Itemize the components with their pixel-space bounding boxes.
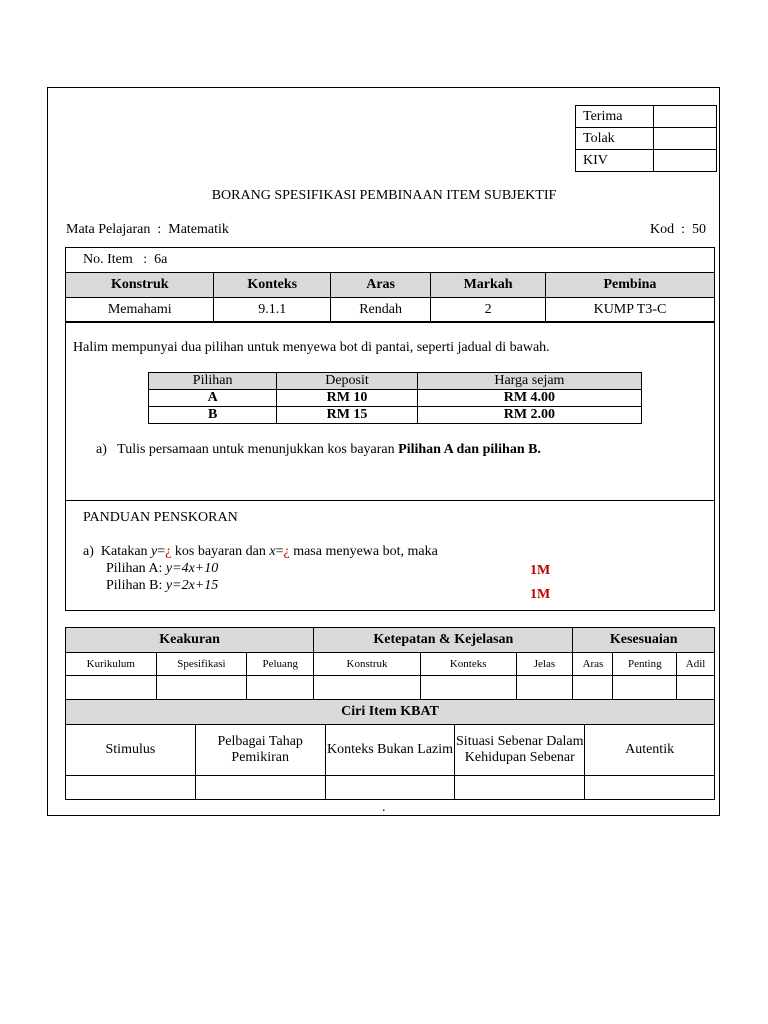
part-a-bold: Pilihan A dan pilihan B.	[398, 442, 541, 457]
rental-cell: RM 2.00	[417, 407, 641, 424]
subject-value: Matematik	[168, 222, 229, 237]
eval-group-row	[66, 628, 715, 653]
kbat-criteria-row	[66, 725, 715, 776]
code-value: 50	[692, 222, 706, 237]
scoring-line-2	[106, 560, 218, 577]
status-row	[576, 150, 717, 172]
info-header: Pembina	[545, 273, 714, 298]
footer-dot: .	[382, 800, 386, 815]
eval-sub: Adil	[677, 653, 715, 676]
info-value: Rendah	[330, 298, 430, 323]
rental-cell: B	[149, 407, 277, 424]
info-header: Konteks	[214, 273, 330, 298]
question-part-a	[96, 442, 541, 458]
rental-header: Deposit	[277, 373, 418, 390]
status-checkbox[interactable]	[654, 150, 717, 172]
rental-cell: RM 15	[277, 407, 418, 424]
item-label: No. Item	[83, 252, 133, 267]
eval-group: Ketepatan & Kejelasan	[314, 628, 573, 653]
eval-entry-cell[interactable]	[156, 676, 247, 701]
eval-sub: Spesifikasi	[156, 653, 247, 676]
scoring-title: PANDUAN PENSKORAN	[83, 510, 238, 525]
variable-x: x	[269, 544, 276, 559]
form-title: BORANG SPESIFIKASI PEMBINAAN ITEM SUBJEKTIF	[211, 188, 557, 203]
info-value: KUMP T3-C	[545, 298, 714, 323]
item-number	[83, 252, 167, 268]
scoring-text: Katakan	[100, 544, 152, 559]
code-line	[600, 222, 706, 238]
eval-entry-cell[interactable]	[677, 676, 715, 701]
eval-sub: Konteks	[420, 653, 516, 676]
part-a-text: Tulis persamaan untuk menunjukkan kos bayaran	[117, 442, 399, 457]
divider	[65, 500, 715, 501]
placeholder-glyph: ¿	[283, 544, 290, 559]
status-label: KIV	[576, 150, 654, 172]
kbat-criterion: Konteks Bukan Lazim	[325, 725, 455, 776]
scoring-line-3	[106, 577, 218, 594]
kbat-entry-cell[interactable]	[195, 776, 325, 800]
status-row	[576, 106, 717, 128]
kbat-criterion: Situasi Sebenar Dalam Kehidupan Sebenar	[455, 725, 585, 776]
eval-sub: Peluang	[247, 653, 314, 676]
scoring-line-1	[83, 543, 438, 560]
item-value: 6a	[154, 252, 168, 267]
status-label: Terima	[576, 106, 654, 128]
rental-header-row	[149, 373, 642, 390]
eval-sub: Konstruk	[314, 653, 421, 676]
info-value-row	[66, 298, 715, 323]
option-b-equation: y=2x+15	[165, 578, 219, 593]
eval-sub-row	[66, 653, 715, 676]
code-sep: :	[681, 222, 685, 237]
rental-cell: A	[149, 390, 277, 407]
kbat-entry-cell[interactable]	[66, 776, 196, 800]
info-table	[65, 272, 715, 323]
info-header-row	[66, 273, 715, 298]
eval-entry-cell[interactable]	[420, 676, 516, 701]
info-value: Memahami	[66, 298, 214, 323]
kbat-title-row	[66, 700, 715, 725]
eval-entry-cell[interactable]	[314, 676, 421, 701]
variable-y: y	[151, 544, 158, 559]
eval-group: Keakuran	[66, 628, 314, 653]
eval-sub: Jelas	[516, 653, 573, 676]
rental-cell: RM 4.00	[417, 390, 641, 407]
status-row	[576, 128, 717, 150]
rental-table	[148, 372, 642, 424]
eval-entry-cell[interactable]	[66, 676, 157, 701]
subject-sep: :	[157, 222, 162, 237]
rental-header: Harga sejam	[417, 373, 641, 390]
kbat-criterion: Pelbagai Tahap Pemikiran	[195, 725, 325, 776]
kbat-title: Ciri Item KBAT	[66, 700, 715, 725]
item-sep: :	[143, 252, 148, 267]
eval-entry-row	[66, 676, 715, 701]
info-header: Markah	[431, 273, 546, 298]
scoring-text: kos bayaran dan	[171, 544, 270, 559]
divider	[65, 321, 715, 322]
info-header: Aras	[330, 273, 430, 298]
eval-entry-cell[interactable]	[516, 676, 573, 701]
mark-label: 1M	[530, 587, 551, 602]
part-a-number: a)	[96, 442, 107, 457]
kbat-entry-row	[66, 776, 715, 800]
equals-sign: =	[157, 544, 166, 559]
info-header: Konstruk	[66, 273, 214, 298]
eval-sub: Aras	[573, 653, 613, 676]
eval-sub: Kurikulum	[66, 653, 157, 676]
question-text: Halim mempunyai dua pilihan untuk menyewa bot di pantai, seperti jadual di bawah.	[73, 340, 550, 355]
kbat-table	[65, 699, 715, 800]
subject-label: Mata Pelajaran	[66, 222, 151, 237]
evaluation-table	[65, 627, 715, 701]
status-checkbox[interactable]	[654, 128, 717, 150]
eval-entry-cell[interactable]	[573, 676, 613, 701]
kbat-entry-cell[interactable]	[455, 776, 585, 800]
scoring-text: masa menyewa bot, maka	[289, 544, 438, 559]
status-label: Tolak	[576, 128, 654, 150]
table-row	[149, 407, 642, 424]
rental-header: Pilihan	[149, 373, 277, 390]
kbat-entry-cell[interactable]	[585, 776, 715, 800]
kbat-criterion: Autentik	[585, 725, 715, 776]
info-value: 9.1.1	[214, 298, 330, 323]
eval-sub: Penting	[613, 653, 677, 676]
placeholder-glyph: ¿	[165, 544, 172, 559]
info-value: 2	[431, 298, 546, 323]
option-a-label: Pilihan A:	[106, 561, 166, 576]
kbat-entry-cell[interactable]	[325, 776, 455, 800]
mark-label: 1M	[530, 563, 551, 578]
eval-entry-cell[interactable]	[247, 676, 314, 701]
subject-line	[66, 222, 229, 238]
status-checkbox[interactable]	[654, 106, 717, 128]
option-b-label: Pilihan B:	[106, 578, 166, 593]
eval-group: Kesesuaian	[573, 628, 715, 653]
status-table	[575, 105, 717, 172]
eval-entry-cell[interactable]	[613, 676, 677, 701]
equals-sign: =	[275, 544, 284, 559]
code-label: Kod	[649, 222, 675, 237]
scoring-number: a)	[83, 544, 94, 559]
rental-cell: RM 10	[277, 390, 418, 407]
kbat-criterion: Stimulus	[66, 725, 196, 776]
table-row	[149, 390, 642, 407]
option-a-equation: y=4x+10	[165, 561, 219, 576]
